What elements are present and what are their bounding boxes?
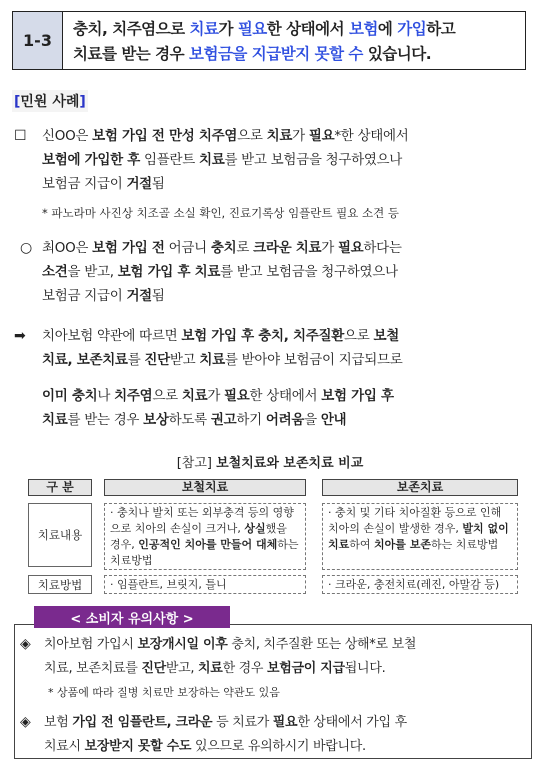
text-segment: 보험	[348, 20, 378, 38]
text-segment: 신OO은	[42, 128, 93, 144]
case-2-line	[14, 284, 530, 308]
text-segment: 치료	[266, 128, 293, 144]
diamond-bullet-icon: ◈	[20, 636, 31, 652]
case-2-line	[14, 260, 530, 284]
text-segment: 보험 가입 전	[92, 240, 165, 256]
text-segment: 했을 경우,	[110, 522, 287, 551]
case-2-line	[42, 240, 402, 256]
case-1-note: * 파노라마 사진상 치조골 소실 확인, 진료기록상 임플란트 필요 소견 등	[42, 206, 400, 220]
table-header-category: 구 분	[28, 479, 92, 496]
text-segment: 충치, 치주질환 또는 상해*로 보철	[227, 637, 417, 652]
text-segment: 를	[127, 352, 145, 368]
section-number: 1-3	[13, 12, 63, 69]
text-segment: 됩니다.	[344, 661, 386, 676]
consumer-line	[20, 657, 530, 681]
consumer-line	[44, 637, 416, 652]
text-segment: 필요	[272, 715, 298, 730]
text-segment: 를 받는 경우	[67, 412, 144, 428]
text-segment: 보철	[373, 328, 399, 344]
text-segment: 한 상태에서	[249, 388, 322, 404]
text-segment: · 충치나 발치 또는 외부충격 등의 영향으로 치아의 손실이 크거나,	[110, 506, 294, 535]
text-segment: 보험 가입 전 만성 치주염	[92, 128, 238, 144]
text-segment: 보상	[143, 412, 169, 428]
text-segment: 하도록	[168, 412, 211, 428]
text-segment: 를 받고 보험금을 청구하였으나	[224, 152, 403, 168]
conclusion-line	[42, 328, 399, 344]
text-segment: 으로	[152, 388, 182, 404]
text-segment: 이미 충치	[42, 388, 98, 404]
conclusion-line	[14, 384, 530, 408]
text-segment: 치아보험 약관에 따르면	[42, 328, 182, 344]
text-segment: 한 경우	[222, 661, 268, 676]
title-box	[12, 11, 526, 70]
text-segment: 으로	[237, 128, 267, 144]
case-1-line	[42, 128, 409, 144]
text-segment: 에	[377, 20, 398, 38]
text-segment: 크라운 치료	[253, 240, 322, 256]
text-segment: 어금니	[164, 240, 211, 256]
text-segment: 필요	[224, 388, 250, 404]
text-segment: 를 받고 보험금을 청구하였으나	[220, 264, 398, 280]
table-header-prosthetic: 보철치료	[104, 479, 306, 496]
text-segment: 필요	[237, 20, 267, 38]
text-segment: 거절	[126, 176, 152, 192]
text-segment: 최OO은	[42, 240, 93, 256]
text-segment: 보장받지 못할 수도	[84, 739, 192, 754]
text-segment: 하고	[426, 20, 456, 38]
consumer-item-1-note: * 상품에 따라 질병 치료만 보장하는 약관도 있음	[48, 686, 280, 699]
text-segment: 치료	[42, 412, 68, 428]
text-segment: 됨	[151, 176, 165, 192]
text-segment: 치료, 보존치료를	[44, 661, 142, 676]
text-segment: 치료를 받는 경우	[73, 45, 190, 63]
text-segment: 보험 가입 후 충치, 치주질환	[181, 328, 344, 344]
prosthetic-content	[104, 503, 306, 570]
diamond-bullet-icon: ◈	[20, 714, 31, 730]
text-segment: 필요	[337, 240, 364, 256]
text-segment: 등 치료가	[212, 715, 273, 730]
text-segment: 치료, 보존치료	[42, 352, 128, 368]
text-segment: 치료	[198, 661, 223, 676]
text-segment: 어려움	[265, 412, 305, 428]
prosthetic-method: · 임플란트, 브릿지, 틀니	[104, 575, 306, 594]
text-segment: 치아를 보존	[374, 538, 431, 551]
text-segment: 치료	[189, 20, 219, 38]
conclusion-line	[14, 408, 530, 432]
consumer-item-2	[20, 710, 530, 759]
case-1-line	[14, 148, 530, 172]
text-segment: 가입	[397, 20, 427, 38]
text-segment: 치료	[199, 352, 225, 368]
text-segment: 나	[97, 388, 115, 404]
title-text	[63, 12, 525, 69]
text-segment: 상실	[244, 522, 266, 535]
table-header-conservative: 보존치료	[322, 479, 518, 496]
text-segment: 진단	[141, 661, 166, 676]
text-segment: 가	[218, 20, 238, 38]
case-1	[14, 124, 530, 196]
text-segment: 한 상태에서	[266, 20, 349, 38]
text-segment: 소견	[42, 264, 68, 280]
text-segment: 충치	[210, 240, 237, 256]
text-segment: 있습니다.	[362, 45, 432, 63]
text-segment: 한 상태에서 가입 후	[297, 715, 407, 730]
case-2	[14, 236, 530, 308]
checkbox-bullet-icon: ☐	[14, 128, 27, 144]
consumer-item-1	[20, 632, 530, 681]
text-segment: 하는 치료방법	[430, 538, 499, 551]
text-segment: 치료	[181, 388, 208, 404]
section-title: [민원 사례]	[12, 90, 88, 112]
text-segment: 보험 가입 후	[321, 388, 394, 404]
reference-title: [참고] 보철치료와 보존치료 비교	[176, 456, 364, 471]
text-segment: 를 받아야 보험금이 지급되므로	[224, 352, 403, 368]
text-segment: 임플란트	[140, 152, 199, 168]
text-segment: 하기	[236, 412, 266, 428]
text-segment: · 충치 및 기타 치아질환 등으로 인해 치아의 손실이 발생한 경우,	[328, 506, 502, 535]
text-segment: 치료시	[44, 739, 85, 754]
section-title-text: 민원 사례	[20, 94, 80, 110]
text-segment: 하는 치료방법	[110, 538, 299, 567]
text-segment: 하다는	[363, 240, 402, 256]
text-segment: 치료	[198, 152, 225, 168]
arrow-right-icon: ➡	[14, 328, 26, 344]
text-segment: 진단	[144, 352, 170, 368]
text-segment: 보험금 지급이	[42, 176, 127, 192]
text-segment: 보험금을 지급받지 못할 수	[189, 45, 363, 63]
text-segment: 필요	[308, 128, 335, 144]
text-segment: 발치 없이 치료	[328, 522, 509, 551]
text-segment: 인공적인 치아를 만들어 대체	[138, 538, 278, 551]
text-segment: 보장개시일 이후	[137, 637, 228, 652]
text-segment: 을 받고,	[67, 264, 118, 280]
text-segment: 가입 전 임플란트, 크라운	[72, 715, 213, 730]
text-segment: 가	[292, 128, 309, 144]
text-segment: 을	[304, 412, 321, 428]
text-segment: 로	[236, 240, 254, 256]
text-segment: 보험 가입 후 치료	[117, 264, 221, 280]
case-1-line	[14, 172, 530, 196]
text-segment: 받고,	[165, 661, 199, 676]
consumer-notice-badge: < 소비자 유의사항 >	[34, 606, 230, 628]
conservative-content	[322, 503, 518, 570]
conclusion	[14, 324, 530, 432]
text-segment: 가	[321, 240, 338, 256]
title-line-2	[73, 42, 517, 67]
consumer-line	[44, 715, 407, 730]
text-segment: 보험	[44, 715, 73, 730]
text-segment: 보험금이 지급	[267, 661, 345, 676]
title-line-1	[73, 17, 517, 42]
text-segment: 치주염	[114, 388, 153, 404]
text-segment: 권고	[210, 412, 237, 428]
text-segment: 됨	[151, 288, 165, 304]
text-segment: 보험금 지급이	[42, 288, 127, 304]
text-segment: 하여	[349, 538, 375, 551]
row-label-content: 치료내용	[28, 503, 92, 567]
text-segment: 거절	[126, 288, 152, 304]
text-segment: 으로	[343, 328, 374, 344]
circle-bullet-icon: ○	[20, 240, 32, 256]
text-segment: 충치, 치주염으로	[73, 20, 190, 38]
text-segment: 치아보험 가입시	[44, 637, 138, 652]
conclusion-line	[14, 348, 530, 372]
text-segment: 있으므로 유의하시기 바랍니다.	[191, 739, 366, 754]
text-segment: *한 상태에서	[334, 128, 409, 144]
text-segment: 보험에 가입한 후	[42, 152, 140, 168]
conservative-method: · 크라운, 충전치료(레진, 아말감 등)	[322, 575, 518, 594]
row-label-method: 치료방법	[28, 575, 92, 594]
text-segment: 가	[207, 388, 225, 404]
text-segment: 안내	[320, 412, 347, 428]
consumer-line	[20, 735, 530, 759]
text-segment: 받고	[169, 352, 200, 368]
